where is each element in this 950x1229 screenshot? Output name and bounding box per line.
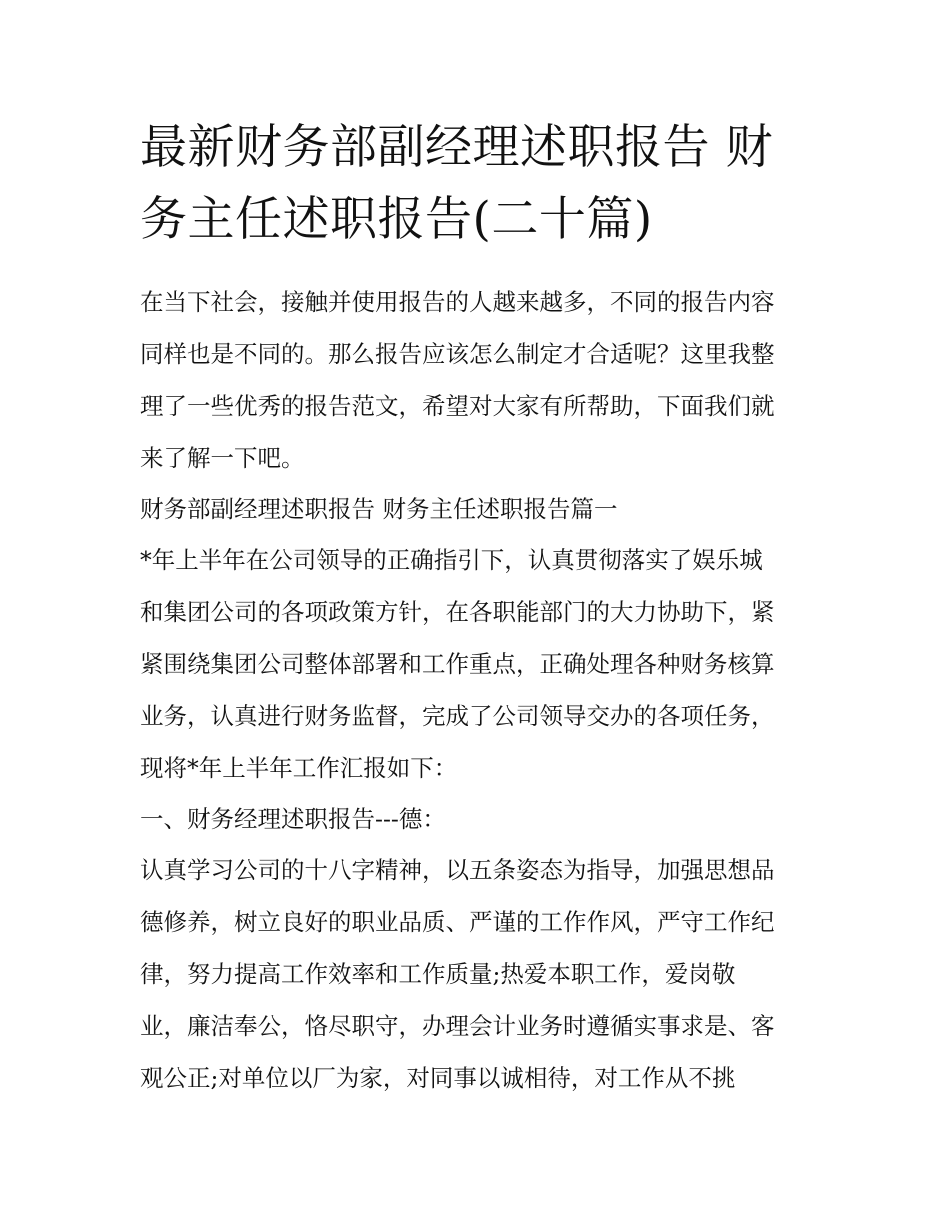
intro-line: 同样也是不同的。那么报告应该怎么制定才合适呢？这里我整: [140, 340, 775, 368]
section-line: 现将*年上半年工作汇报如下：: [140, 754, 458, 782]
title-line: 最新财务部副经理述职报告 财: [140, 120, 773, 175]
sub-line: 德修养，树立良好的职业品质、严谨的工作作风，严守工作纪: [140, 908, 775, 936]
section-line: 紧围绕集团公司整体部署和工作重点，正确处理各种财务核算: [140, 650, 775, 678]
section-line: 和集团公司的各项政策方针，在各职能部门的大力协助下，紧: [140, 598, 775, 626]
sub-line: 业，廉洁奉公，恪尽职守，办理会计业务时遵循实事求是、客: [140, 1012, 775, 1040]
intro-line: 来了解一下吧。: [140, 444, 305, 472]
section-line: 业务，认真进行财务监督，完成了公司领导交办的各项任务，: [140, 702, 775, 730]
subheading: 一、财务经理述职报告---德：: [140, 805, 446, 833]
intro-line: 理了一些优秀的报告范文，希望对大家有所帮助，下面我们就: [140, 392, 775, 420]
sub-line: 观公正;对单位以厂为家，对同事以诚相待，对工作从不挑: [140, 1064, 736, 1092]
intro-line: 在当下社会，接触并使用报告的人越来越多，不同的报告内容: [140, 288, 775, 316]
section-heading: 财务部副经理述职报告 财务主任述职报告篇一: [140, 495, 618, 523]
section-line: *年上半年在公司领导的正确指引下，认真贯彻落实了娱乐城: [140, 546, 763, 574]
sub-line: 律，努力提高工作效率和工作质量;热爱本职工作，爱岗敬: [140, 960, 736, 988]
page-title: [140, 112, 830, 256]
document-body: [140, 276, 830, 1104]
title-line: 务主任述职报告(二十篇): [140, 192, 653, 247]
sub-line: 认真学习公司的十八字精神，以五条姿态为指导，加强思想品: [140, 856, 775, 884]
